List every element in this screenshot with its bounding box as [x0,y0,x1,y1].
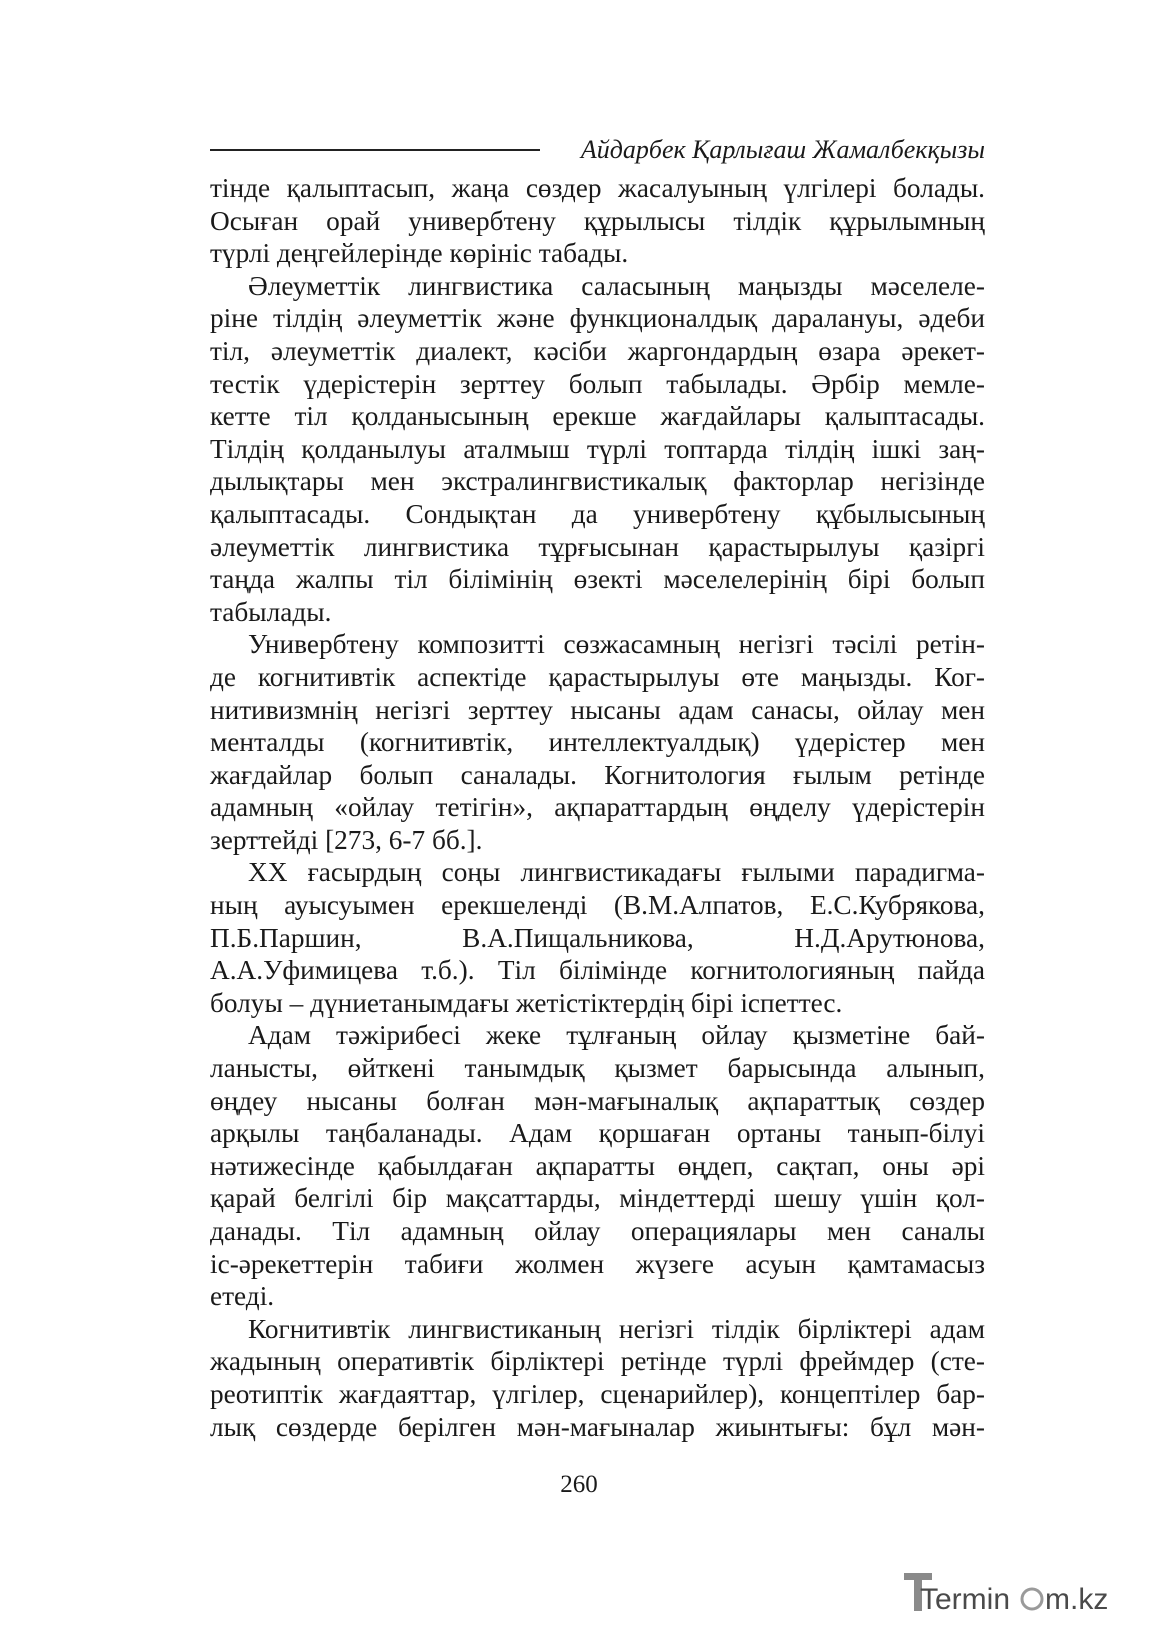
paragraph-start: Әлеуметтік лингвистика саласының маңызды мәселеле- [248,270,985,301]
text-line: қалыптасады. Сондықтан да универбтену құбылысының [210,498,985,529]
paragraph-start: Когнитивтік лингвистиканың негізгі тілдік бірліктері адам [248,1313,985,1344]
text-line: нитивизмнің негізгі зерттеу нысаны адам санасы, ойлау мен [210,694,985,725]
termincom-watermark [898,1565,1128,1619]
paragraph-start: Универбтену композитті сөзжасамның негізгі тәсілі ретін- [248,629,985,660]
text-line: Тілдің қолданылуы аталмыш түрлі топтарда тілдің ішкі заң- [210,433,985,464]
text-line: кетте тіл қолданысының ерекше жағдайлары қалыптасады. [210,401,985,432]
text-line: қарай белгілі бір мақсаттарды, міндеттерді шешу үшін қол- [210,1183,985,1214]
text-line: іс-әрекеттерін табиғи жолмен жүзеге асуын қамтамасыз [210,1248,985,1279]
text-line: тестік үдерістерін зерттеу болып табылады. Әрбір мемле- [210,368,985,399]
text-line: ланысты, өйткені танымдық қызмет барысында алынып, [210,1053,985,1084]
running-header [210,134,985,168]
text-line: лық сөздерде берілген мән-мағыналар жиынтығы: бұл мән- [210,1411,985,1442]
text-line: дылықтары мен экстралингвистикалық факторлар негізінде [210,466,985,497]
text-line: ның ауысуымен ерекшеленді (В.М.Алпатов, Е.С.Кубрякова, [210,890,985,921]
text-line: таңда жалпы тіл білімінің өзекті мәселелерінің бірі болып [210,564,985,595]
text-line: етеді. [210,1281,275,1312]
body-text [210,172,985,1443]
text-line: ріне тілдің әлеуметтік және функционалдық даралануы, әдеби [210,303,985,334]
text-line: менталды (когнитивтік, интеллектуалдық) үдерістер мен [210,727,985,758]
text-line: адамның «ойлау тетігін», ақпараттардың өңделу үдерістерін [210,792,985,823]
paragraph-start: Адам тәжірибесі жеке тұлғаның ойлау қызметіне бай- [248,1020,985,1051]
text-line: нәтижесінде қабылдаған ақпаратты өңдеп, сақтап, оны әрі [210,1150,985,1181]
paragraph-start: XX ғасырдың соңы лингвистикадағы ғылыми парадигма- [248,857,985,888]
text-line: түрлі деңгейлерінде көрініс табады. [210,238,629,269]
text-line: Осыған орай универбтену құрылысы тілдік құрылымның [210,205,985,236]
text-line: А.А.Уфимицева т.б.). Тіл білімінде когнитологияның пайда [210,955,985,986]
watermark-text-left: Termin [920,1583,1011,1616]
text-line: арқылы таңбаланады. Адам қоршаған ортаны танып-білуі [210,1118,985,1149]
text-line: де когнитивтік аспектіде қарастырылуы өте маңызды. Ког- [210,661,985,692]
header-rule [210,149,540,151]
header-author: Айдарбек Қарлығаш Жамалбекқызы [580,135,985,164]
text-line: өңдеу нысаны болған мән-мағыналық ақпараттық сөздер [210,1085,985,1116]
watermark-logo [898,1565,1128,1619]
text-line: әлеуметтік лингвистика тұрғысынан қарастырылуы қазіргі [210,531,985,562]
page-number: 260 [560,1471,598,1498]
text-line: данады. Тіл адамның ойлау операциялары мен саналы [210,1216,985,1246]
watermark-o-glyph [1022,1589,1042,1609]
watermark-text-right: m.kz [1045,1583,1109,1616]
text-line: болуы – дүниетанымдағы жетістіктердің бірі іспеттес. [210,987,843,1018]
text-line: тінде қалыптасып, жаңа сөздер жасалуының үлгілері болады. [210,173,985,203]
text-line: реотиптік жағдаяттар, үлгілер, сценарийлер), концептілер бар- [210,1378,985,1409]
text-line: П.Б.Паршин, В.А.Пищальникова, Н.Д.Арутюнова, [210,922,985,953]
text-line: жағдайлар болып саналады. Когнитология ғылым ретінде [210,759,985,790]
text-line: табылады. [210,596,332,627]
text-line: жадының оперативтік бірліктері ретінде түрлі фреймдер (сте- [210,1346,985,1377]
text-line: зерттейді [273, 6-7 бб.]. [210,824,483,855]
text-line: тіл, әлеуметтік диалект, кәсіби жаргондардың өзара әрекет- [210,335,985,366]
